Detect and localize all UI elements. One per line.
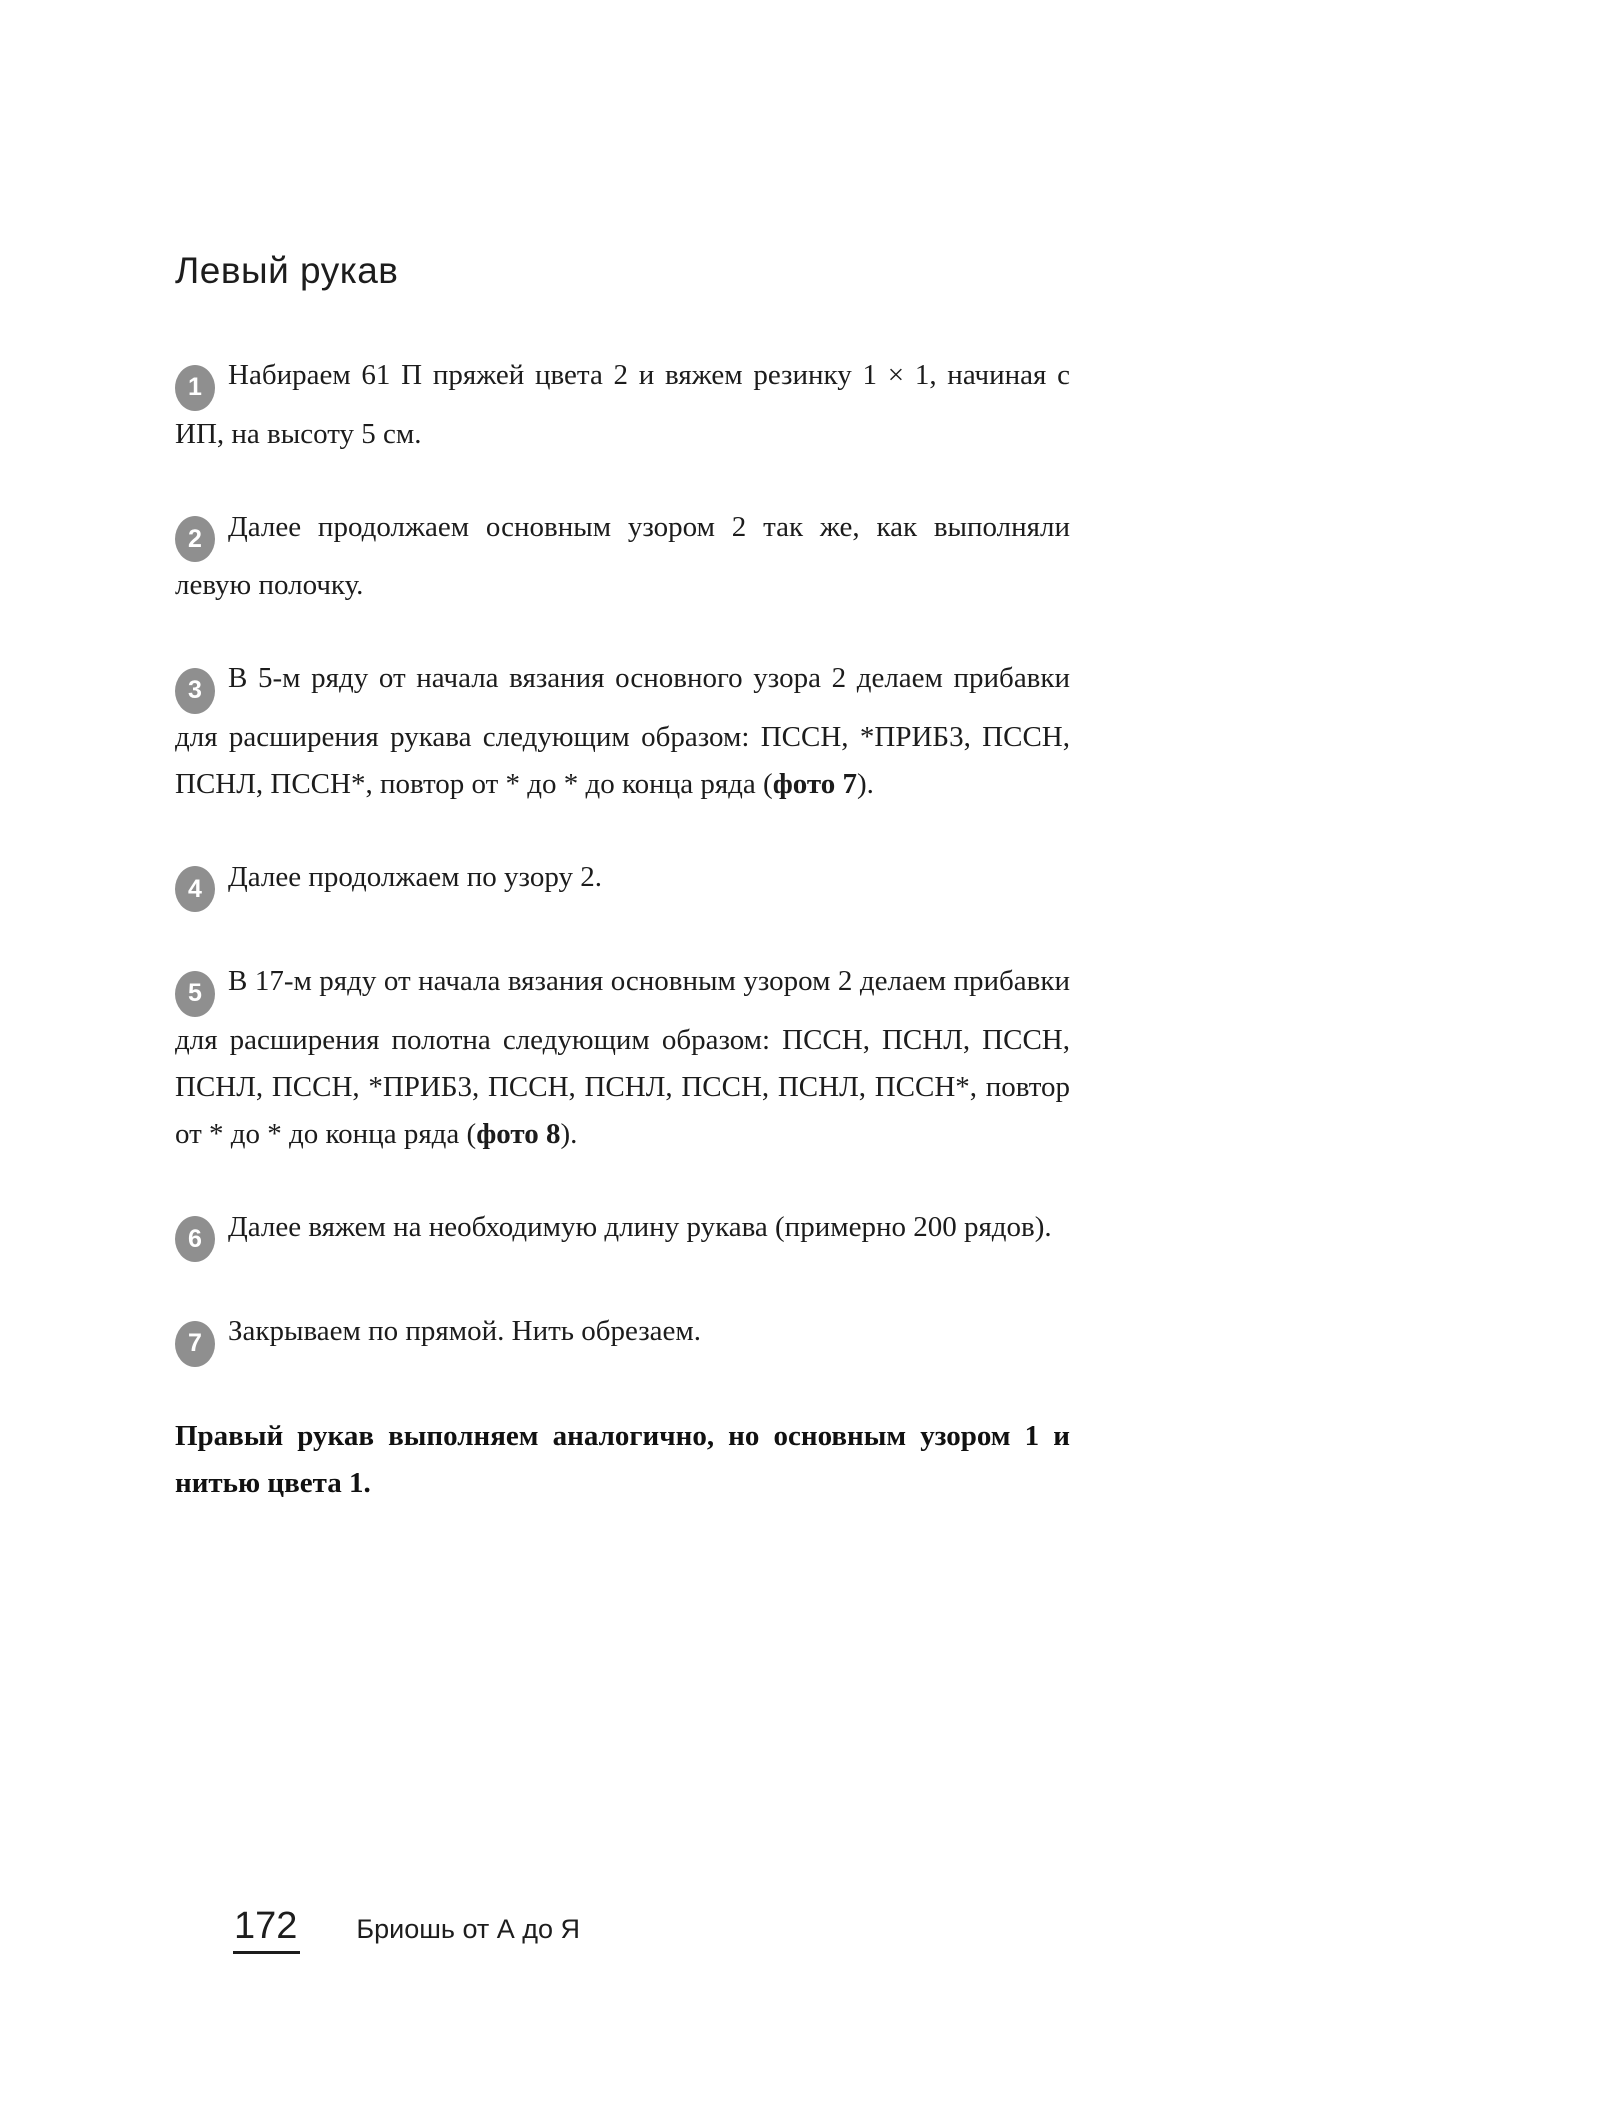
- step-5-text-post: ).: [560, 1117, 578, 1150]
- step-7-number: 7: [188, 1329, 202, 1357]
- step-5-text: В 17-м ряду от начала вязания основным узором 2 делаем прибавки для расширения полотна следующим образом: ПССН, ПСНЛ, ПССН, ПСНЛ, ПССН, *ПРИБ3, ПССН, ПСНЛ, ПССН, ПСНЛ, ПССН*, повтор от * до * до конца ряда (: [175, 965, 1070, 1150]
- step-item-4: [175, 854, 1070, 913]
- step-4-number: 4: [188, 874, 202, 903]
- step-3-number: 3: [188, 676, 202, 704]
- step-2-number-badge: [175, 516, 215, 562]
- step-item-6: [175, 1204, 1070, 1263]
- step-2-number: 2: [188, 524, 202, 553]
- step-3-text: В 5-м ряду от начала вязания основного узора 2 делаем прибавки для расширения рукава следующим образом: ПССН, *ПРИБ3, ПССН, ПСНЛ, ПССН*, повтор от * до * до конца ряда (: [175, 662, 1070, 800]
- closing-note: Правый рукав выполняем аналогично, но основным узором 1 и нитью цвета 1.: [175, 1419, 1070, 1499]
- step-item-7: [175, 1308, 1070, 1367]
- step-2-text: Далее продолжаем основным узором 2 так же, как выполняли левую полочку.: [175, 510, 1070, 601]
- step-6-number: 6: [188, 1224, 202, 1253]
- page-number: 172: [233, 1905, 300, 1954]
- step-3-photo-ref: фото 7: [772, 767, 857, 800]
- step-1-number: 1: [188, 373, 202, 401]
- step-7-number-badge: [175, 1321, 215, 1367]
- step-item-3: [175, 655, 1070, 808]
- step-4-text: Далее продолжаем по узору 2.: [228, 860, 602, 893]
- step-5-number: 5: [188, 979, 202, 1007]
- book-title: Бриошь от А до Я: [356, 1914, 581, 1944]
- step-5-number-badge: [175, 971, 215, 1017]
- page-footer: [233, 1905, 580, 1954]
- step-5-photo-ref: фото 8: [476, 1117, 561, 1150]
- step-3-text-post: ).: [857, 767, 874, 800]
- step-1-number-badge: [175, 365, 215, 411]
- step-6-number-badge: [175, 1216, 215, 1262]
- step-7-text: Закрываем по прямой. Нить обрезаем.: [228, 1315, 702, 1347]
- step-6-text: Далее вяжем на необходимую длину рукава (примерно 200 рядов).: [228, 1210, 1052, 1243]
- step-item-5: [175, 958, 1070, 1158]
- step-4-number-badge: [175, 866, 215, 912]
- step-3-number-badge: [175, 668, 215, 714]
- section-heading: Левый рукав: [175, 250, 399, 291]
- step-item-2: [175, 504, 1070, 610]
- step-1-text: Набираем 61 П пряжей цвета 2 и вяжем резинку 1 × 1, начиная с ИП, на высоту 5 см.: [175, 359, 1070, 450]
- step-item-1: [175, 352, 1070, 458]
